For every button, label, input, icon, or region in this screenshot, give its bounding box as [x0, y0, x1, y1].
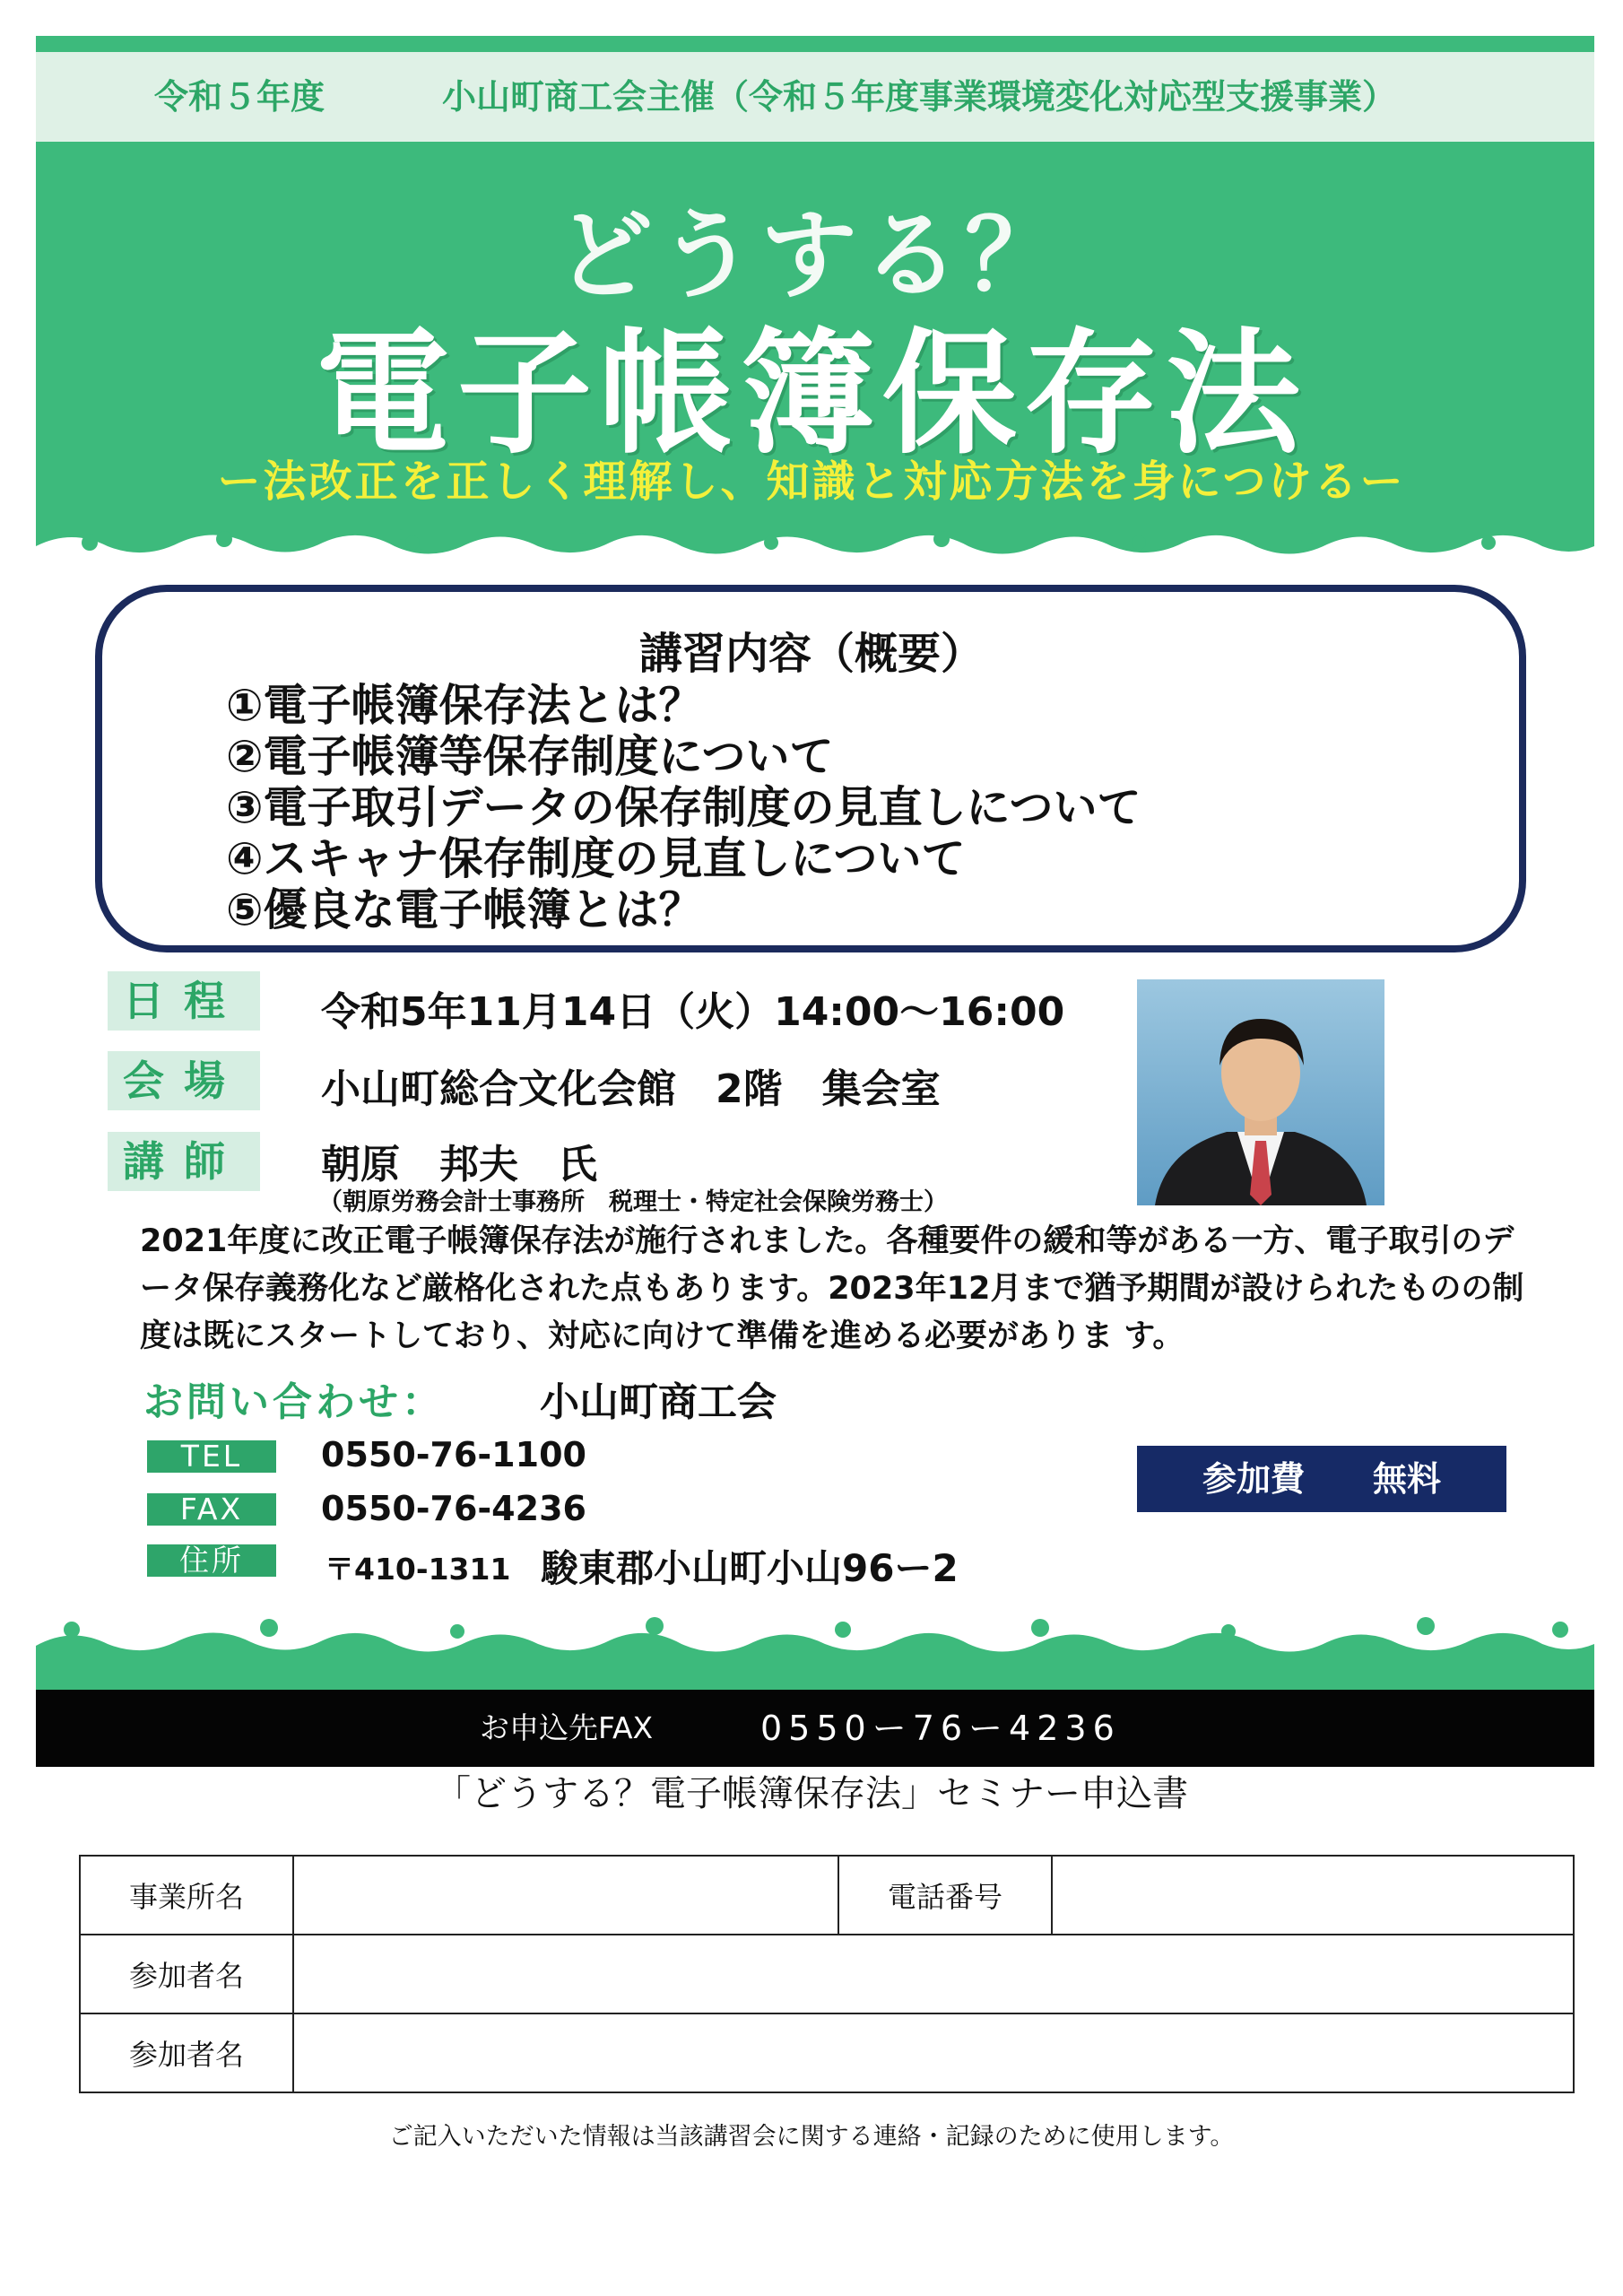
phone-label: 電話番号: [838, 1856, 1052, 1935]
contact-label: お問い合わせ：: [143, 1379, 445, 1425]
catch-phrase: どうする？: [555, 200, 1067, 312]
outline-title: 講習内容（概要）: [638, 629, 984, 679]
application-form: [79, 1855, 1575, 2093]
outline-item-1: ①電子帳簿保存法とは？: [226, 680, 703, 731]
page-title: 電子帳簿保存法: [315, 317, 1307, 473]
business-name-field[interactable]: [293, 1856, 838, 1935]
leaf-border-bottom: [36, 1610, 1594, 1664]
instructor-tag: 講師: [108, 1132, 260, 1191]
participant-field-2[interactable]: [293, 2013, 1574, 2092]
outline-item-2: ②電子帳簿等保存制度について: [226, 731, 834, 782]
instructor-name: 朝原 邦夫 氏: [321, 1142, 597, 1187]
address-tag: 住所: [147, 1544, 276, 1577]
form-title: 「どうする？電子帳簿保存法」セミナー申込書: [435, 1773, 1188, 1814]
fax-banner-number: 0550ー76ー4236: [760, 1709, 1121, 1748]
instructor-affiliation: （朝原労務会計士事務所 税理士・特定社会保険労務士）: [318, 1188, 948, 1216]
venue-tag: 会場: [108, 1051, 260, 1110]
fax-number: 0550-76-4236: [321, 1489, 586, 1528]
form-row: [80, 2013, 1574, 2092]
outline-item-5: ⑤優良な電子帳簿とは？: [226, 884, 703, 935]
business-name-label: 事業所名: [80, 1856, 293, 1935]
fax-banner-label: お申込先FAX: [480, 1710, 654, 1745]
tel-tag: TEL: [147, 1440, 276, 1473]
footer-green-band: [36, 1659, 1594, 1690]
event-date: 令和5年11月14日（火）14:00〜16:00: [321, 989, 1065, 1035]
header-top-strip: [36, 36, 1594, 52]
leaf-border-top: [36, 516, 1594, 570]
instructor-photo: [1137, 979, 1384, 1205]
date-tag: 日程: [108, 971, 260, 1031]
phone-field[interactable]: [1052, 1856, 1574, 1935]
form-row: [80, 1935, 1574, 2013]
participant-field-1[interactable]: [293, 1935, 1574, 2013]
outline-item-3: ③電子取引データの保存制度の見直しについて: [226, 782, 1141, 833]
tagline: ー法改正を正しく理解し、知識と対応方法を身につけるー: [217, 457, 1406, 507]
fax-tag: FAX: [147, 1493, 276, 1526]
event-venue: 小山町総合文化会館 2階 集会室: [321, 1066, 941, 1112]
form-row: [80, 1856, 1574, 1935]
address: 駿東郡小山町小山96ー2: [541, 1546, 959, 1590]
tel-number: 0550-76-1100: [321, 1435, 586, 1474]
fee-badge: 参加費 無料: [1137, 1446, 1506, 1512]
privacy-note: ご記入いただいた情報は当該講習会に関する連絡・記録のために使用します。: [388, 2123, 1235, 2151]
participant-label-2: 参加者名: [80, 2013, 293, 2092]
fiscal-year: 令和５年度: [154, 77, 325, 117]
organizer-text: 小山町商工会主催（令和５年度事業環境変化対応型支援事業）: [442, 77, 1397, 117]
description: 2021年度に改正電子帳簿保存法が施行されました。各種要件の緩和等がある一方、電子取引のデータ保存義務化など厳格化された点もあります。2023年12月まで猶予期間が設けられたものの制度は既にスタートしており、対応に向けて準備を進める必要がありま す。: [140, 1223, 1524, 1354]
postal-code: 〒410-1311: [325, 1552, 511, 1587]
participant-label-1: 参加者名: [80, 1935, 293, 2013]
contact-org: 小山町商工会: [540, 1379, 777, 1425]
outline-item-4: ④スキャナ保存制度の見直しについて: [226, 833, 966, 884]
